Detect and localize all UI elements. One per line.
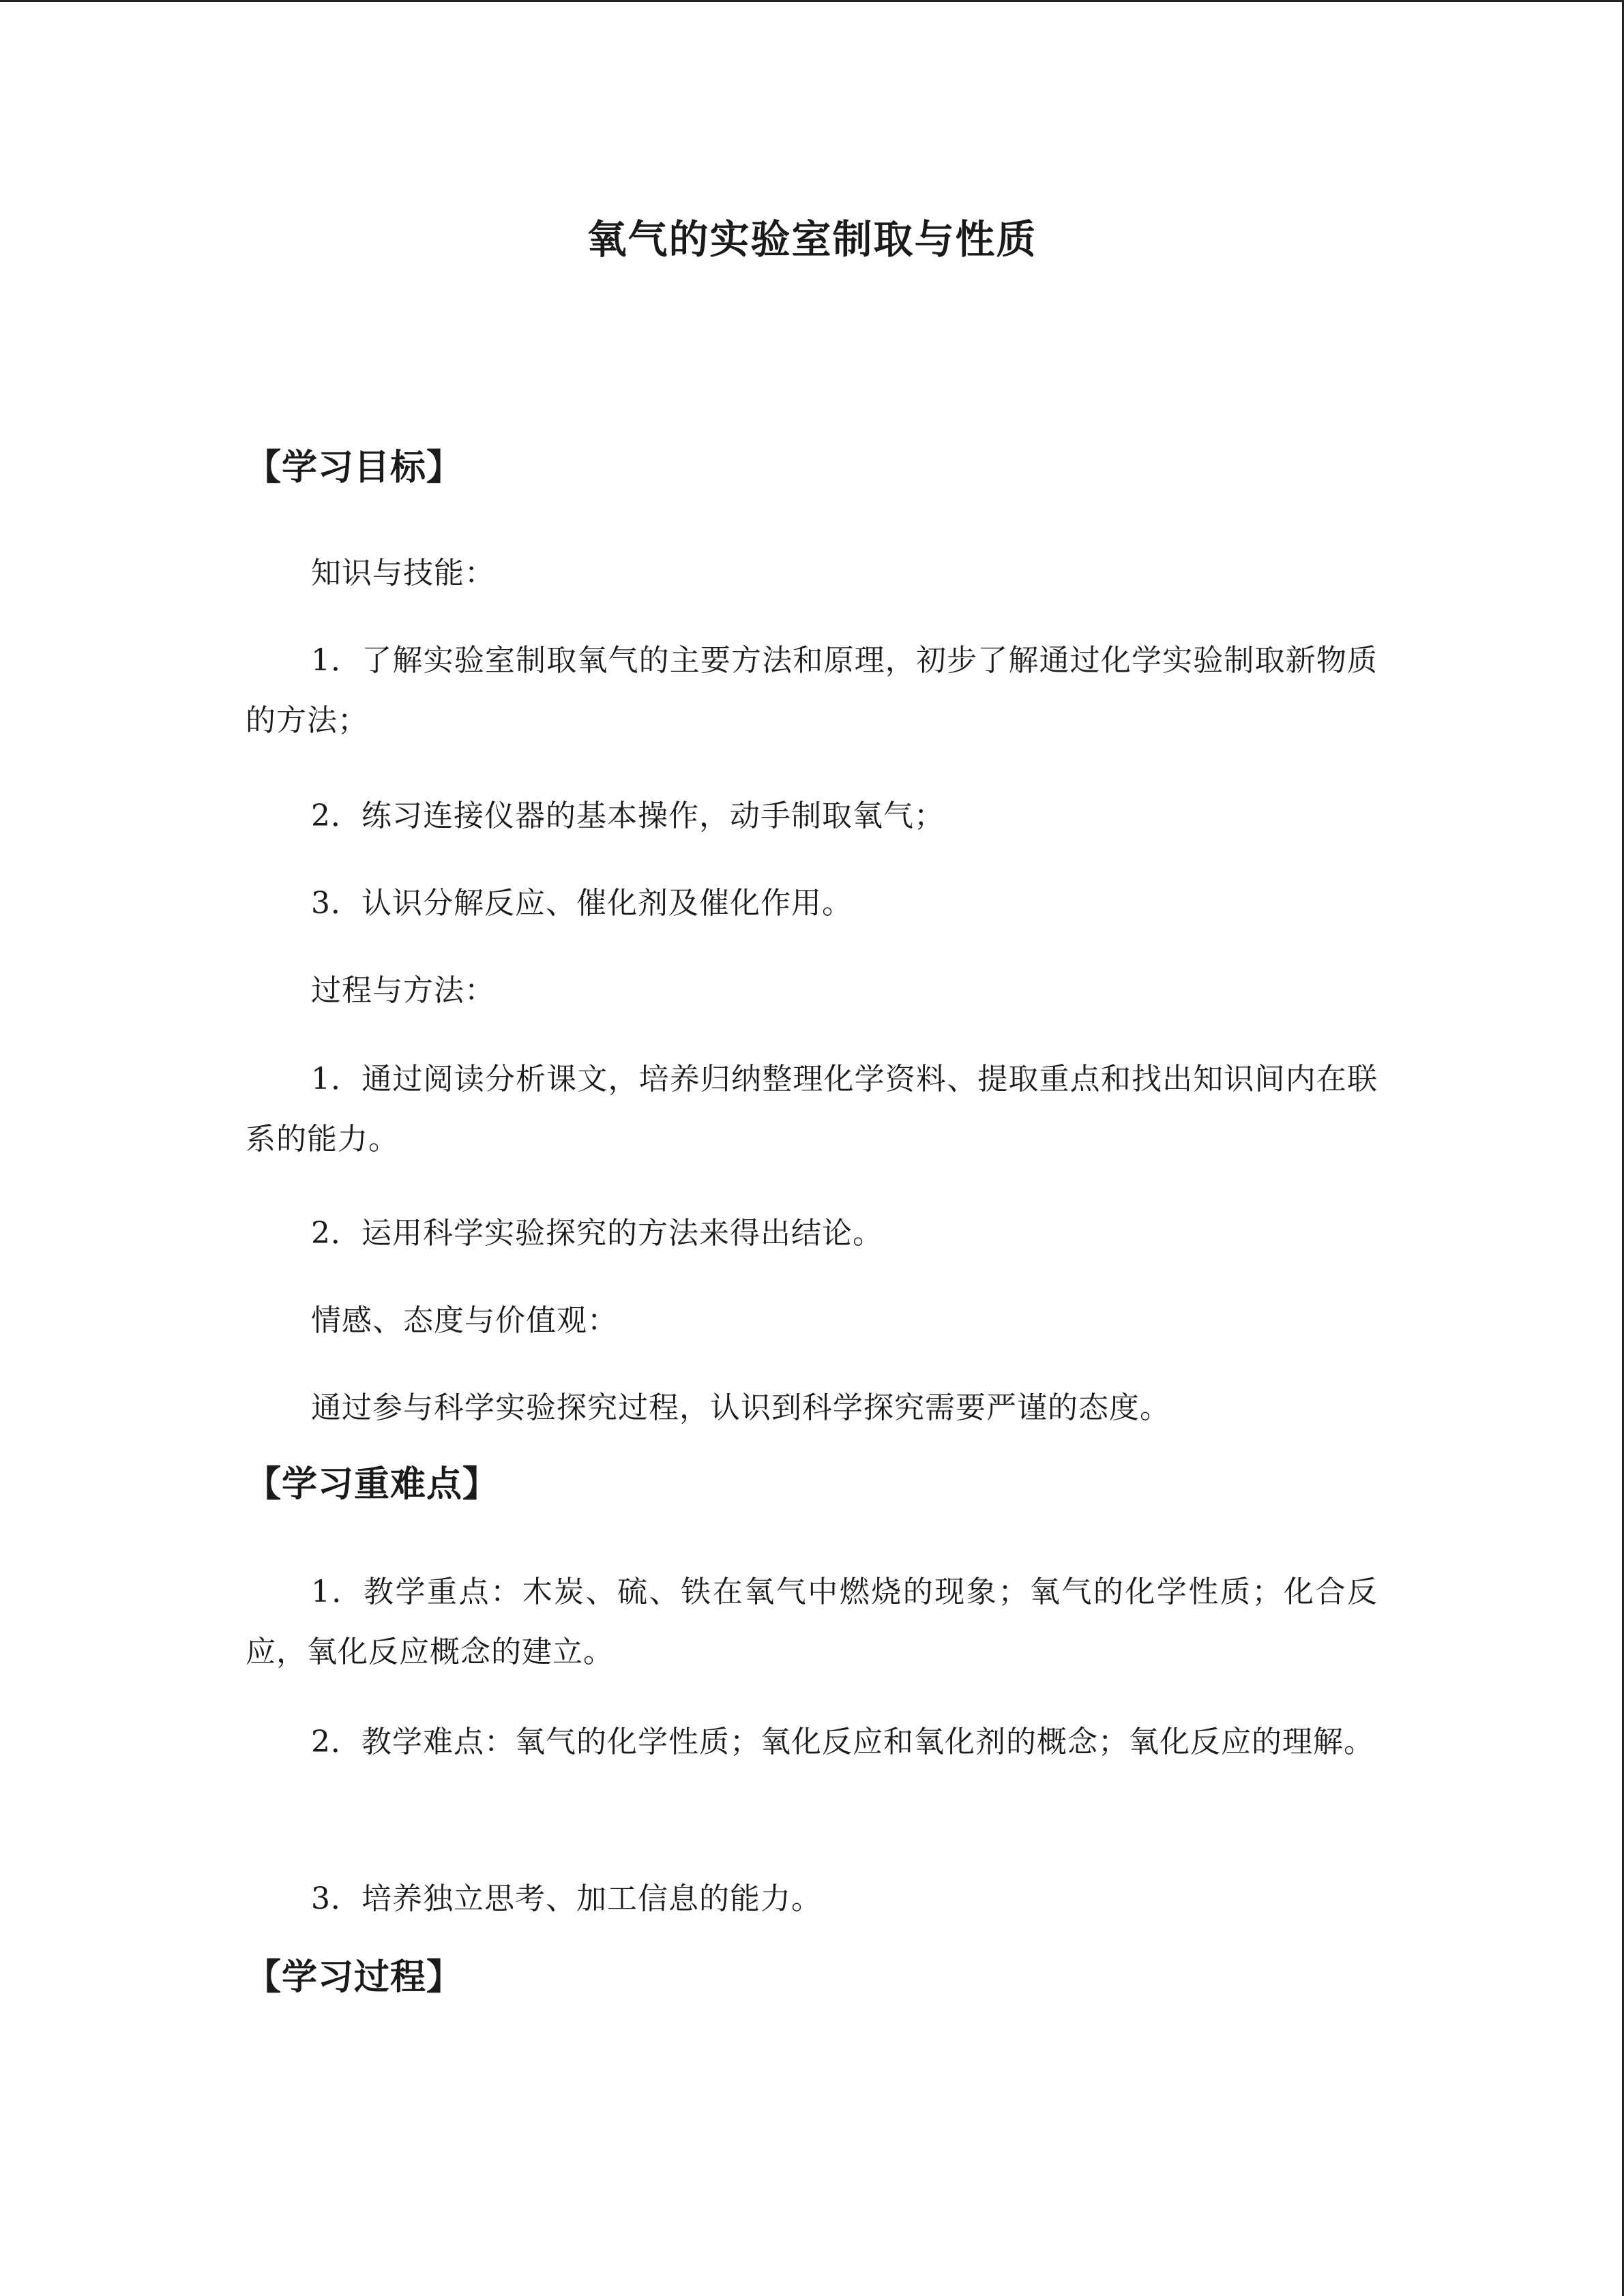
key-point-item-3: 3．培养独立思考、加工信息的能力。 [311, 1881, 822, 1916]
process-item-2: 2．运用科学实验探究的方法来得出结论。 [311, 1216, 883, 1251]
process-item-1: 1．通过阅读分析课文，培养归纳整理化学资料、提取重点和找出知识间内在联系的能力。 [246, 1062, 1378, 1157]
heading-learning-objectives: 【学习目标】 [246, 447, 463, 488]
heading-key-difficult-points: 【学习重难点】 [246, 1463, 499, 1505]
knowledge-item-3: 3．认识分解反应、催化剂及催化作用。 [311, 886, 853, 921]
emotion-text: 通过参与科学实验探究过程，认识到科学探究需要严谨的态度。 [311, 1390, 1170, 1425]
knowledge-item-1: 1．了解实验室制取氧气的主要方法和原理，初步了解通过化学实验制取新物质的方法； [246, 643, 1378, 738]
key-point-item-2: 2．教学难点：氧气的化学性质；氧化反应和氧化剂的概念；氧化反应的理解。 [311, 1725, 1374, 1759]
key-point-item-1: 1．教学重点：木炭、硫、铁在氧气中燃烧的现象；氧气的化学性质；化合反应，氧化反应概念的建立。 [246, 1575, 1378, 1669]
knowledge-item-2: 2．练习连接仪器的基本操作，动手制取氧气； [311, 799, 945, 833]
label-emotion-attitude-values: 情感、态度与价值观： [311, 1303, 618, 1338]
heading-learning-process: 【学习过程】 [246, 1956, 463, 1998]
label-knowledge-skills: 知识与技能： [311, 556, 495, 591]
label-process-methods: 过程与方法： [311, 973, 495, 1008]
document-title: 氧气的实验室制取与性质 [587, 216, 1037, 263]
